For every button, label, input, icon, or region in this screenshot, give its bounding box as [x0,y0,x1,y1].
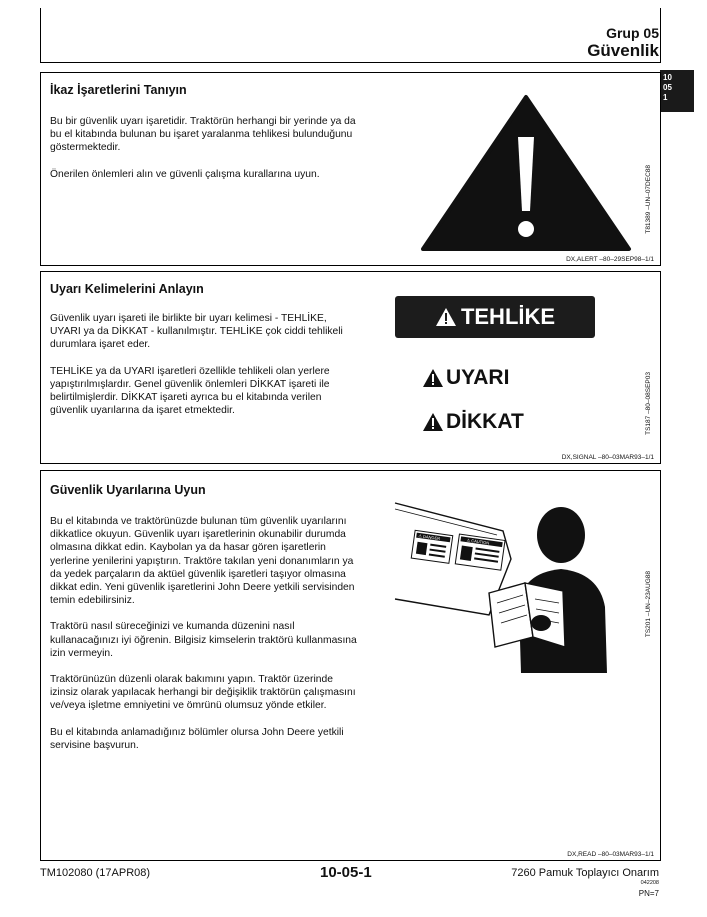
section-signal [40,271,661,464]
section-body [50,115,360,194]
header-rule-bottom [40,62,661,63]
header-rule-right [660,8,661,63]
figure-code: TS187 –80–08SEP03 [645,372,652,435]
paragraph: Güvenlik uyarı işareti ile birlikte bir uyarı kelimesi - TEHLİKE, UYARI ya da DİKKAT - kullanılmıştır. TEHLİKE çok ciddi tehlikeli durumlara işaret eder. [50,313,343,351]
signal-word-warning: UYARI [446,366,510,389]
signal-word-danger: TEHLİKE [460,304,556,329]
safety-alert-symbol-icon [417,91,635,253]
page-number: 10-05-1 [320,864,372,881]
reference-code: DX,SIGNAL –80–03MAR93–1/1 [561,454,654,461]
signal-word-caution: DİKKAT [446,410,524,433]
warning-signal-label [422,366,509,390]
tab-line: 05 [663,83,672,92]
paragraph: Bu el kitabında anlamadığınız bölümler olursa John Deere yetkili servisine başvurun. [50,726,344,751]
paragraph: Traktörü nasıl süreceğinizi ve kumanda düzenini nasıl kullanacağınızı iyi öğrenin. Bilgisiz kimselerin traktörü kullanmasına izin vermeyin. [50,621,357,659]
page-sequence: PN=7 [638,889,659,898]
document-number: TM102080 (17APR08) [40,867,151,879]
section-title: Güvenlik Uyarılarına Uyun [50,483,206,497]
danger-signal-panel [395,296,595,338]
person-reading-manual-illustration [393,495,633,675]
manual-title: 7260 Pamuk Toplayıcı Onarım [511,867,659,879]
paragraph: TEHLİKE ya da UYARI işaretleri özellikle tehlikeli olan yerlere yapıştırılmışlardır. Genel güvenlik önlemleri DİKKAT işareti ile belirtilmişlerdir. DİKKAT işareti ayrıca bu el kitabında verilen güvenlik uyarılarına da işaret etmektedir. [50,365,330,417]
page-title: Güvenlik [587,41,659,60]
section-alert [40,72,661,266]
reference-code: DX,READ –80–03MAR93–1/1 [567,851,654,858]
group-label: Grup 05 [606,25,659,41]
warning-triangle-icon [422,412,444,432]
figure-code: TS201 –UN–23AUG88 [645,571,652,638]
section-title: İkaz İşaretlerini Tanıyın [50,83,187,97]
warning-triangle-icon [435,307,457,327]
section-body [50,515,360,765]
figure-code: T81389 –UN–07DEC88 [645,165,652,234]
caution-signal-label [422,410,524,434]
section-body [50,312,360,430]
decal-label: ⚠ CAUTION [466,537,490,546]
paragraph: Bu el kitabında ve traktörünüzde bulunan tüm güvenlik uyarılarını dikkatlice okuyun. Güvenlik uyarı işaretlerinin okunabilir durumda olmasına dikkat edin. Kaybolan ya da hasar gören işaretlerin yerlerine yenilerini yapıştırın. Traktöre takılan yeni donanımların ya da yedek parçaların da aktüel güvenlik işaretleri taşıyor olmasına dikkat edin. Yeni güvenlik işaretlerini John Deere yetkili servisinden temin edebilirsiniz. [50,516,355,607]
tab-line: 1 [663,93,668,102]
decal-label: ⚠ DANGER [418,533,441,542]
section-tab [660,70,694,112]
section-read [40,470,661,861]
paragraph: Traktörünüzün düzenli olarak bakımını yapın. Traktör üzerinde izinsiz olarak yapılacak herhangi bir değişiklik traktörün çalışmasını ve/veya işletme emniyetini ve ömrünü olumsuz yönde etkiler. [50,674,356,712]
section-title: Uyarı Kelimelerini Anlayın [50,282,204,296]
tab-line: 10 [663,73,672,82]
header-rule-left [40,8,41,63]
warning-triangle-icon [422,368,444,388]
reference-code: DX,ALERT –80–29SEP98–1/1 [566,256,654,263]
paragraph: Bu bir güvenlik uyarı işaretidir. Traktörün herhangi bir yerinde ya da bu el kitabında bulunan bu işaret yaralanma tehlikesi bulunduğunu göstermektedir. [50,116,356,154]
paragraph: Önerilen önlemleri alın ve güvenli çalışma kurallarına uyun. [50,168,320,180]
print-date: 042208 [640,880,659,886]
